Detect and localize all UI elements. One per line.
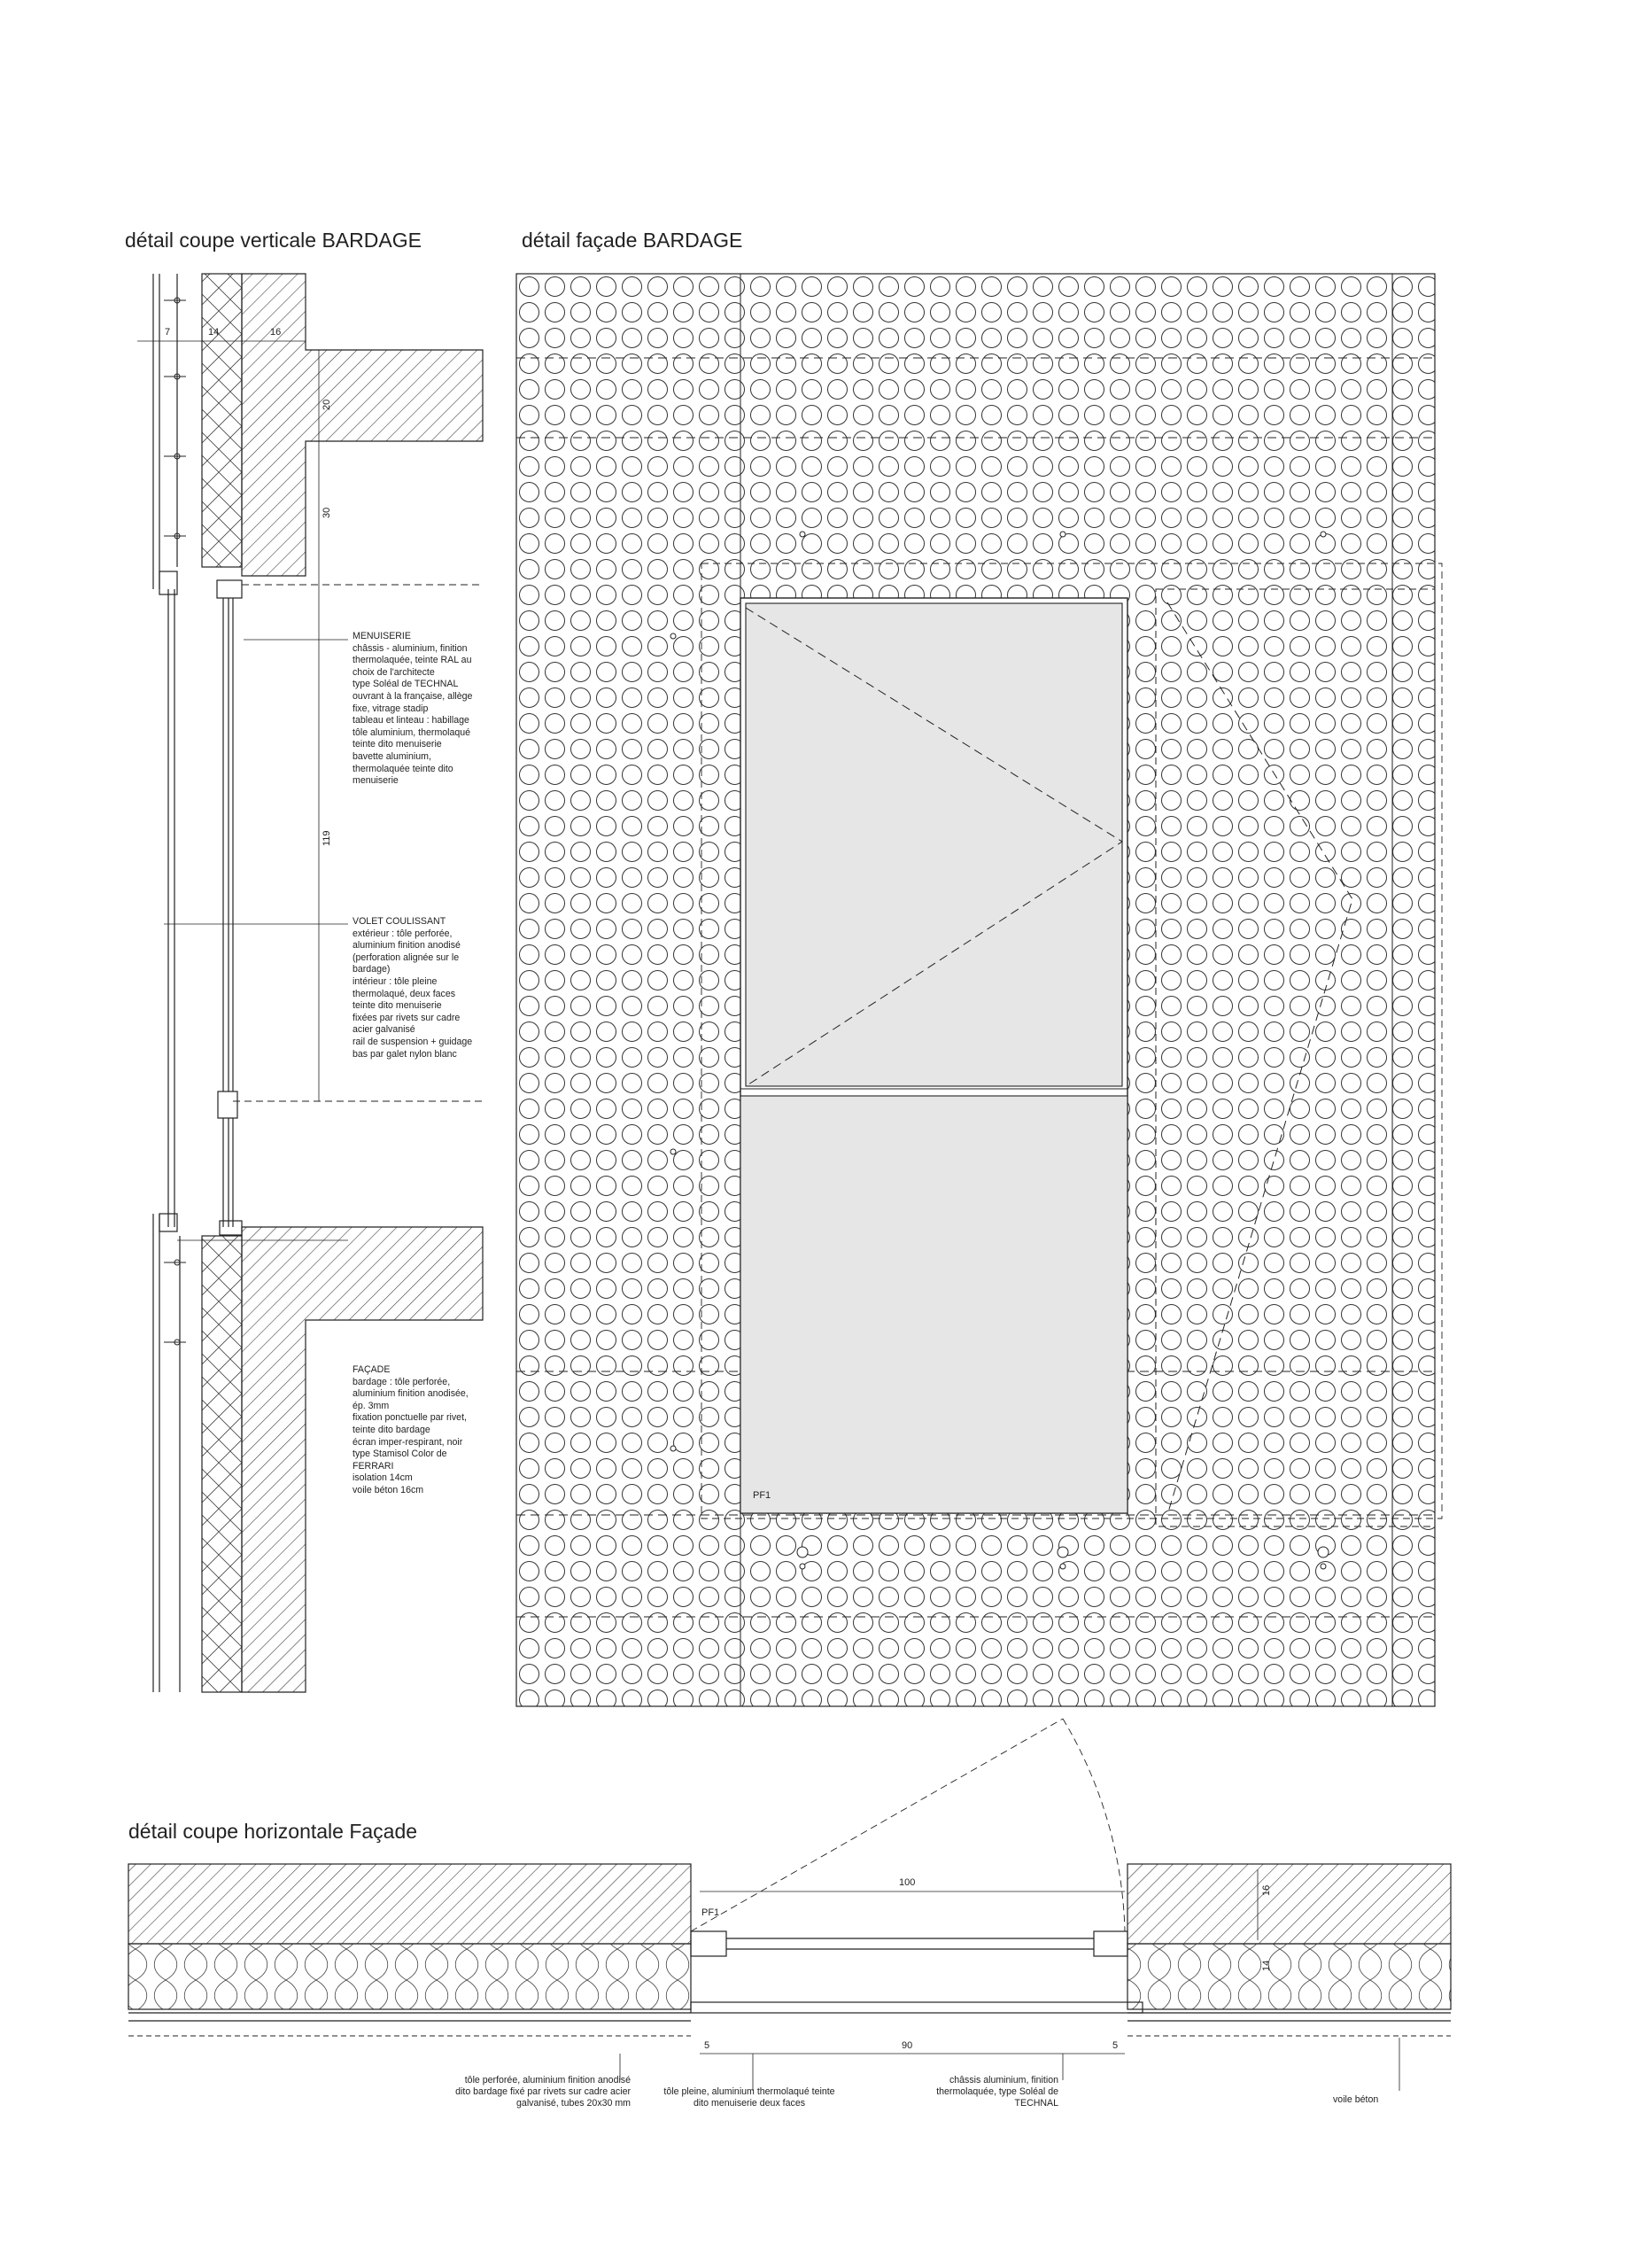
window-upper-glass — [746, 603, 1122, 1086]
dim-20: 20 — [322, 399, 332, 410]
hsec-dim-5-left: 5 — [704, 2040, 710, 2051]
hnote-chassis: châssis aluminium, finition thermolaquée, type Soléal de TECHNAL — [936, 2075, 1058, 2109]
hnote-voile-beton: voile béton — [1333, 2094, 1379, 2105]
note-menuiserie: MENUISERIE châssis - aluminium, finition thermolaquée, teinte RAL au choix de l'architecte type Soléal de TECHNAL ouvrant à la française, allège fixe, vitrage stadip tableau et linteau : habillage tôle aluminium, thermolaqué teinte dito menuiserie bavette aluminium, thermolaquée teinte dito menuiserie — [353, 631, 473, 787]
hsec-dim-5-right: 5 — [1112, 2040, 1119, 2051]
hnote-perforated: tôle perforée, aluminium finition anodisé dito bardage fixé par rivets sur cadre acier galvanisé, tubes 20x30 mm — [455, 2075, 631, 2109]
hsec-label-pf1: PF1 — [701, 1907, 720, 1918]
vertical-section-title: détail coupe verticale BARDAGE — [125, 229, 422, 252]
window-label-pf1: PF1 — [753, 1490, 771, 1501]
dim-16: 16 — [270, 327, 282, 338]
hsec-dim-14: 14 — [1261, 1960, 1272, 1971]
hsec-dim-90: 90 — [902, 2040, 913, 2051]
hsec-dim-16: 16 — [1261, 1884, 1272, 1896]
horizontal-section-title: détail coupe horizontale Façade — [128, 1820, 418, 1843]
window-lower-glass — [740, 1096, 1127, 1513]
note-volet-coulissant: VOLET COULISSANT extérieur : tôle perforée, aluminium finition anodisé (perforation alignée sur le bardage) intérieur : tôle pleine thermolaqué, deux faces teinte dito menuiserie fixées par rivets sur cadre acier galvanisé rail de suspension + guidage bas par galet nylon blanc — [353, 916, 473, 1060]
horizontal-section-drawing — [128, 1719, 1451, 2091]
dim-7: 7 — [165, 327, 171, 338]
dim-119: 119 — [322, 830, 332, 846]
facade-drawing — [516, 274, 1442, 1706]
facade-title: détail façade BARDAGE — [522, 229, 743, 252]
hsec-dim-100: 100 — [899, 1877, 916, 1888]
note-facade: FAÇADE bardage : tôle perforée, aluminium finition anodisée, ép. 3mm fixation ponctuelle par rivet, teinte dito bardage écran imper-respirant, noir type Stamisol Color de FERRARI isolation 14cm voile béton 16cm — [353, 1364, 469, 1495]
dim-14: 14 — [208, 327, 220, 338]
dim-30: 30 — [322, 507, 332, 518]
hnote-plain: tôle pleine, aluminium thermolaqué teinte dito menuiserie deux faces — [663, 2086, 835, 2109]
